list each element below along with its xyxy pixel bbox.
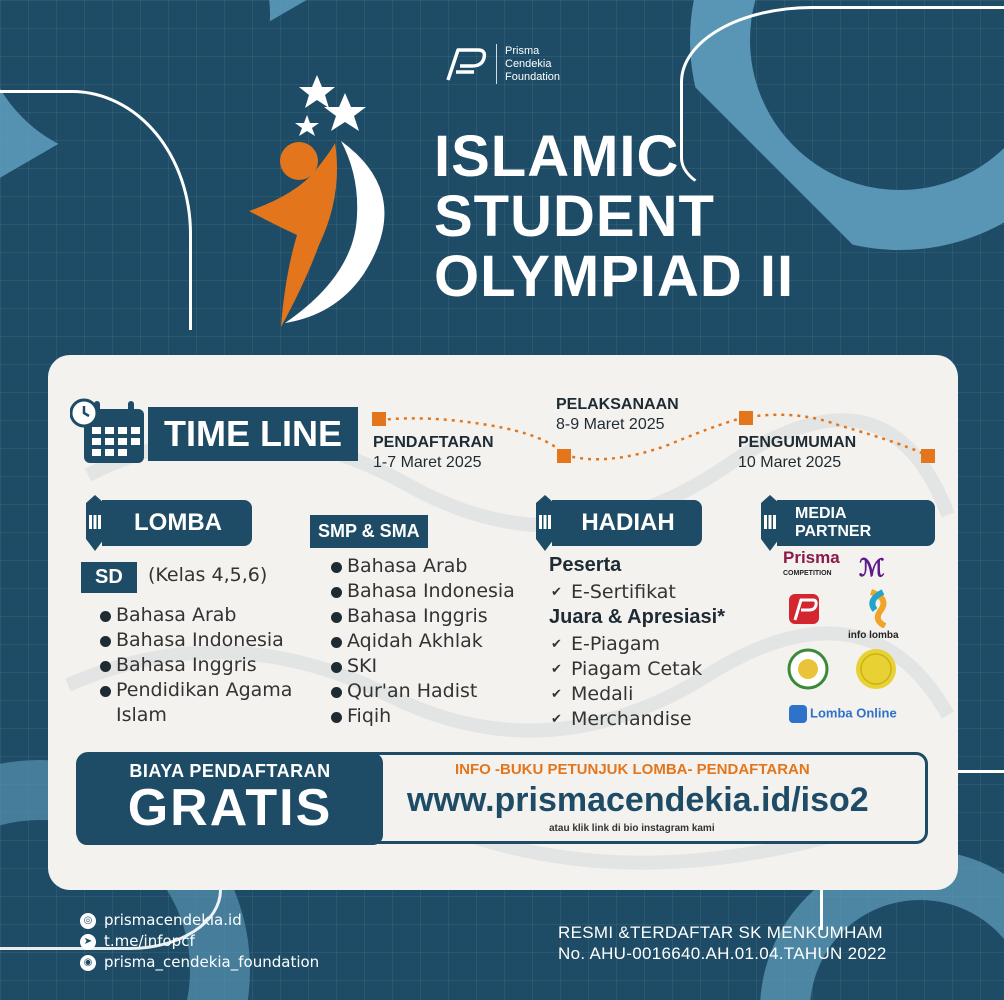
title-line: ISLAMIC bbox=[434, 124, 680, 189]
sd-badge: SD bbox=[81, 562, 137, 593]
list-item: ✔ Merchandise bbox=[549, 707, 702, 732]
sd-subject-list bbox=[100, 603, 340, 728]
timeline-step-name: PENDAFTARAN bbox=[373, 434, 494, 451]
info-lomba-name: info lomba bbox=[848, 630, 899, 641]
star-icon bbox=[324, 93, 366, 131]
list-item: Bahasa Arab bbox=[100, 603, 340, 628]
info-lomba-logo bbox=[863, 588, 893, 628]
registration-banner bbox=[76, 752, 928, 844]
globe-icon: ◎ bbox=[80, 913, 96, 929]
info-label: INFO -BUKU PETUNJUK LOMBA- PENDAFTARAN bbox=[455, 761, 810, 778]
star-icon bbox=[295, 115, 319, 136]
timeline-badge: TIME LINE bbox=[148, 407, 358, 461]
legal-line: No. AHU-0016640.AH.01.04.TAHUN 2022 bbox=[558, 944, 887, 963]
timeline-step-date: 8-9 Maret 2025 bbox=[556, 416, 665, 433]
prisma-competition-logo bbox=[783, 550, 840, 582]
list-item: Pendidikan Agama Islam bbox=[100, 678, 340, 728]
timeline-step-date: 1-7 Maret 2025 bbox=[373, 454, 482, 471]
fee-panel bbox=[77, 753, 383, 845]
list-item: Bahasa Inggris bbox=[100, 653, 340, 678]
timeline-step bbox=[738, 433, 856, 473]
timeline-step-name: PENGUMUMAN bbox=[738, 434, 857, 451]
website-text: prismacendekia.id bbox=[104, 911, 242, 929]
fee-value: GRATIS bbox=[127, 779, 333, 837]
timeline-marker bbox=[739, 411, 753, 425]
lomba-online-icon bbox=[789, 705, 807, 723]
timeline-step bbox=[556, 395, 679, 435]
partner-name: Lomba Online bbox=[810, 705, 897, 721]
legal-registration bbox=[558, 922, 887, 964]
prisma-logo-icon bbox=[444, 44, 488, 84]
brand-header bbox=[444, 44, 560, 84]
star-icon bbox=[299, 75, 335, 108]
list-item: Bahasa Inggris bbox=[331, 604, 561, 629]
brand-line: Prisma bbox=[505, 44, 540, 57]
link-note: atau klik link di bio instagram kami bbox=[549, 823, 715, 834]
prisma-red-logo bbox=[787, 590, 823, 630]
media-partner-header bbox=[753, 500, 935, 546]
brand-line: Cendekia bbox=[505, 57, 552, 70]
peserta-prize-list bbox=[549, 580, 676, 605]
calendar-clock-icon bbox=[70, 397, 148, 467]
timeline-marker bbox=[557, 449, 571, 463]
legal-line: RESMI &TERDAFTAR SK MENKUMHAM bbox=[558, 923, 883, 942]
list-item: Fiqih bbox=[331, 704, 561, 729]
telegram-text: t.me/infopcf bbox=[104, 932, 195, 950]
partner-subname: COMPETITION bbox=[783, 570, 832, 577]
instagram-link[interactable] bbox=[80, 952, 319, 973]
website-link[interactable] bbox=[80, 910, 319, 931]
list-item: Qur'an Hadist bbox=[331, 679, 561, 704]
list-item: Bahasa Indonesia bbox=[100, 628, 340, 653]
hadiah-header bbox=[528, 500, 702, 546]
title-line: STUDENT bbox=[434, 184, 715, 249]
juara-prize-list bbox=[549, 632, 702, 732]
smp-sma-subject-list bbox=[331, 554, 561, 729]
lomba-header bbox=[78, 500, 252, 546]
list-item: Bahasa Indonesia bbox=[331, 579, 561, 604]
timeline-marker bbox=[921, 449, 935, 463]
list-item: ✔ Piagam Cetak bbox=[549, 657, 702, 682]
background-outline bbox=[0, 90, 192, 330]
brand-line: Foundation bbox=[505, 70, 561, 83]
lomba-label: LOMBA bbox=[102, 500, 252, 546]
social-links bbox=[80, 910, 319, 973]
fee-label: BIAYA PENDAFTARAN bbox=[129, 761, 331, 781]
partner-seal-logo bbox=[787, 648, 829, 690]
hadiah-label: HADIAH bbox=[552, 500, 702, 546]
timeline-step-date: 10 Maret 2025 bbox=[738, 454, 842, 471]
info-card bbox=[48, 355, 958, 890]
event-title bbox=[434, 124, 795, 309]
brand-separator bbox=[496, 44, 497, 84]
olympiad-figure-logo bbox=[245, 75, 415, 335]
smp-sma-badge: SMP & SMA bbox=[310, 515, 428, 548]
telegram-link[interactable] bbox=[80, 931, 319, 952]
list-item: ✔ E-Piagam bbox=[549, 632, 702, 657]
juara-heading: Juara & Apresiasi* bbox=[549, 606, 726, 628]
list-item: SKI bbox=[331, 654, 561, 679]
timeline-step-name: PELAKSANAAN bbox=[556, 396, 679, 413]
peserta-heading: Peserta bbox=[549, 554, 622, 576]
list-item: ✔ Medali bbox=[549, 682, 702, 707]
partner-gold-logo bbox=[855, 648, 897, 690]
telegram-icon: ➤ bbox=[80, 934, 96, 950]
timeline-marker bbox=[372, 412, 386, 426]
brand-name bbox=[505, 45, 560, 84]
media-partner-label: MEDIA PARTNER bbox=[777, 500, 935, 546]
instagram-icon: ◉ bbox=[80, 955, 96, 971]
partner-m-logo: ℳ bbox=[859, 555, 885, 582]
title-line: OLYMPIAD II bbox=[434, 244, 795, 309]
instagram-text: prisma_cendekia_foundation bbox=[104, 953, 320, 971]
list-item: Aqidah Akhlak bbox=[331, 629, 561, 654]
timeline-step bbox=[373, 433, 494, 473]
list-item: ✔ E-Sertifikat bbox=[549, 580, 676, 605]
partner-name: Prisma bbox=[783, 548, 840, 567]
sd-grade-note: (Kelas 4,5,6) bbox=[148, 564, 268, 586]
list-item: Bahasa Arab bbox=[331, 554, 561, 579]
registration-link[interactable]: www.prismacendekia.id/iso2 bbox=[407, 781, 869, 819]
media-partner-logos bbox=[783, 550, 913, 730]
lomba-online-logo bbox=[789, 705, 897, 723]
